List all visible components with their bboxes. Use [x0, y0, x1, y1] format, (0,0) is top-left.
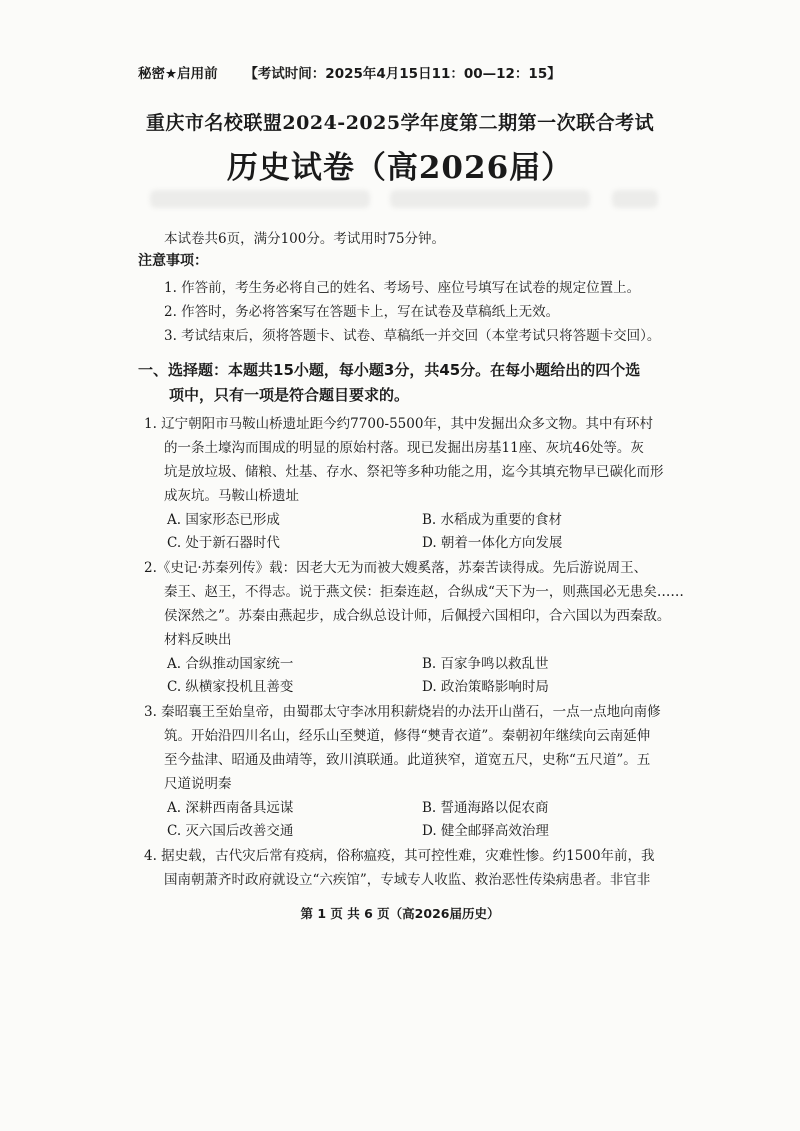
question-3-line: 筑。开始沿四川名山，经乐山至僰道，修得“僰青衣道”。秦朝初年继续向云南延伸: [164, 728, 651, 744]
question-3-option-c: C. 灭六国后改善交通: [167, 823, 294, 839]
question-4-line: 4. 据史载，古代灾后常有疫病，俗称瘟疫，其可控性难，灾难性惨。约1500年前，我: [144, 848, 655, 864]
question-1-line: 1. 辽宁朝阳市马鞍山桥遗址距今约7700-5500年，其中发掘出众多文物。其中有环村: [144, 416, 653, 432]
note-item: 3. 考试结束后，须将答题卡、试卷、草稿纸一并交回（本堂考试只将答题卡交回）。: [164, 328, 661, 344]
page-footer: 第 1 页 共 6 页（高2026届历史）: [300, 906, 500, 921]
header-line: [138, 62, 561, 82]
question-1-option-b: B. 水稻成为重要的食材: [422, 512, 563, 528]
question-3-line: 至今盐津、昭通及曲靖等，致川滇联通。此道狭窄，道宽五尺，史称“五尺道”。五: [164, 752, 651, 768]
scan-smudge: [390, 190, 590, 208]
question-3-option-b: B. 誓通海路以促农商: [422, 800, 549, 816]
question-1-line: 成灰坑。马鞍山桥遗址: [164, 488, 299, 504]
question-3-line: 3. 秦昭襄王至始皇帝，由蜀郡太守李冰用积薪烧岩的办法开山凿石，一点一点地向南修: [144, 704, 661, 720]
question-2-line: 侯深然之”。苏秦由燕起步，成合纵总设计师，后佩授六国相印，合六国以为西秦敌。: [164, 608, 671, 624]
question-2-line: 材料反映出: [164, 632, 232, 648]
confidential-label: 秘密★启用前: [138, 66, 218, 82]
question-3-option-a: A. 深耕西南备具远谋: [167, 800, 294, 816]
section-heading-line: 一、选择题：本题共15小题，每小题3分，共45分。在每小题给出的四个选: [138, 361, 641, 379]
scan-smudge: [612, 190, 658, 208]
question-2-option-a: A. 合纵推动国家统一: [167, 656, 294, 672]
note-item: 1. 作答前，考生务必将自己的姓名、考场号、座位号填写在试卷的规定位置上。: [164, 280, 641, 296]
question-1-line: 坑是放垃圾、储粮、灶基、存水、祭祀等多种功能之用，迄今其填充物早已碳化而形: [164, 464, 664, 480]
exam-time: 【考试时间：2025年4月15日11：00—12：15】: [244, 66, 561, 82]
exam-intro: 本试卷共6页，满分100分。考试用时75分钟。: [164, 231, 446, 247]
question-3-line: 尺道说明秦: [164, 776, 232, 792]
notes-heading: 注意事项：: [138, 253, 208, 269]
question-1-option-a: A. 国家形态已形成: [167, 512, 280, 528]
paper-title: 历史试卷（高2026届）: [226, 150, 574, 186]
question-1-option-c: C. 处于新石器时代: [167, 535, 280, 551]
question-1-option-d: D. 朝着一体化方向发展: [422, 535, 563, 551]
question-2-option-c: C. 纵横家投机且善变: [167, 679, 294, 695]
question-2-option-d: D. 政治策略影响时局: [422, 679, 549, 695]
question-1-line: 的一条土壕沟而围成的明显的原始村落。现已发掘出房基11座、灰坑46处等。灰: [164, 440, 644, 456]
exam-title: 重庆市名校联盟2024-2025学年度第二期第一次联合考试: [145, 112, 655, 134]
scan-smudge: [150, 190, 370, 208]
question-3-option-d: D. 健全邮驿高效治理: [422, 823, 549, 839]
note-item: 2. 作答时，务必将答案写在答题卡上，写在试卷及草稿纸上无效。: [164, 304, 560, 320]
question-2-line: 秦王、赵王，不得志。说于燕文侯：拒秦连赵，合纵成“天下为一，则燕国必无患矣……: [164, 584, 684, 600]
section-heading: [138, 358, 698, 408]
section-heading-line: 项中，只有一项是符合题目要求的。: [169, 386, 410, 404]
question-2-line: 2.《史记·苏秦列传》载：因老大无为而被大嫂奚落，苏秦苦读得成。先后游说周王、: [144, 560, 648, 576]
question-2-option-b: B. 百家争鸣以救乱世: [422, 656, 549, 672]
question-4-line: 国南朝萧齐时政府就设立“六疾馆”，专域专人收监、救治恶性传染病患者。非官非: [164, 872, 651, 888]
